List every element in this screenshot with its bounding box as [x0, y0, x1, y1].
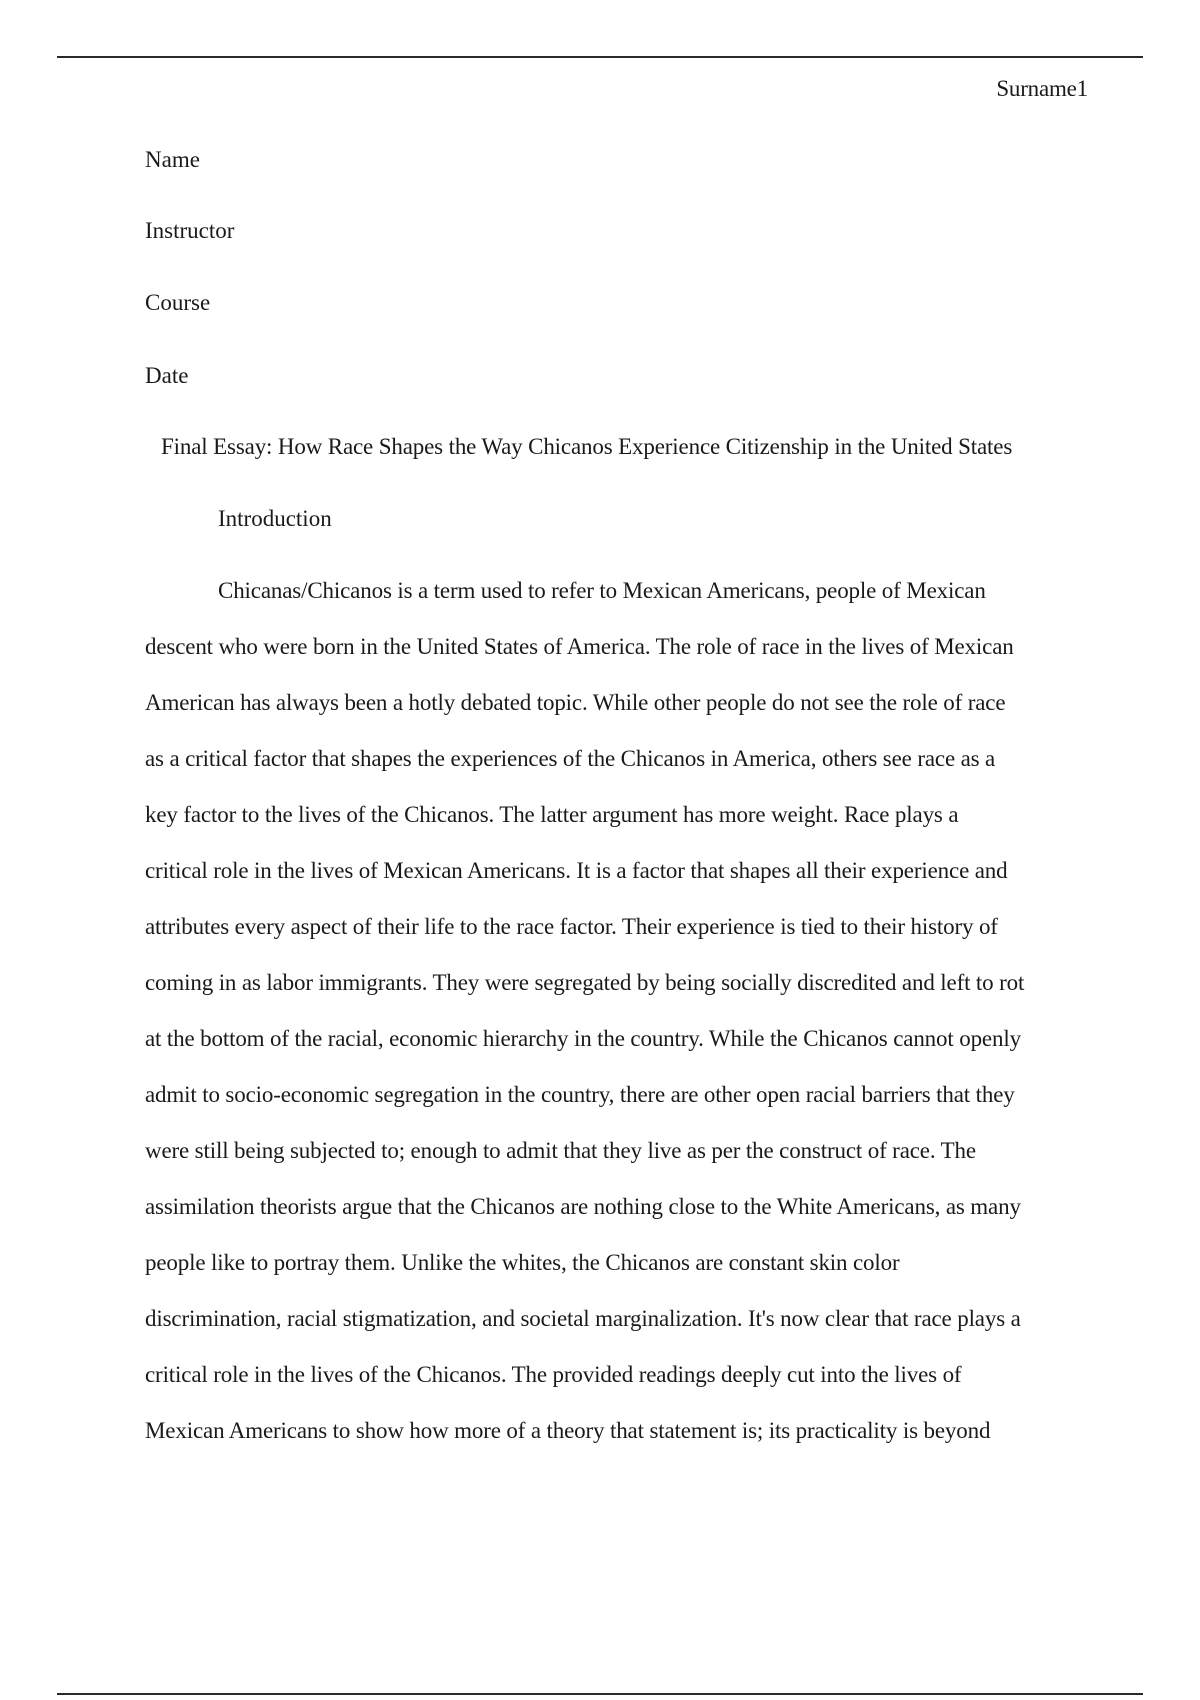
instructor-name: Instructor [145, 218, 235, 243]
introduction-paragraph [145, 576, 1085, 1472]
paragraph-line: at the bottom of the racial, economic hierarchy in the country. While the Chicanos cannot openly [145, 1026, 1021, 1051]
paragraph-line: attributes every aspect of their life to the race factor. Their experience is tied to their history of [145, 914, 998, 939]
paragraph-line: Mexican Americans to show how more of a theory that statement is; its practicality is beyond [145, 1418, 991, 1443]
section-heading-introduction: Introduction [218, 506, 332, 531]
essay-title: Final Essay: How Race Shapes the Way Chicanos Experience Citizenship in the United States [161, 434, 1013, 459]
paragraph-line: assimilation theorists argue that the Chicanos are nothing close to the White Americans, as many [145, 1194, 1021, 1219]
paragraph-line: key factor to the lives of the Chicanos. The latter argument has more weight. Race plays a [145, 802, 959, 827]
paragraph-line: discrimination, racial stigmatization, and societal marginalization. It's now clear that race plays a [145, 1306, 1021, 1331]
top-page-border [57, 56, 1143, 58]
paragraph-line: descent who were born in the United States of America. The role of race in the lives of Mexican [145, 634, 1014, 659]
paragraph-line: coming in as labor immigrants. They were segregated by being socially discredited and left to rot [145, 970, 1025, 995]
paragraph-line: critical role in the lives of Mexican Americans. It is a factor that shapes all their experience and [145, 858, 1008, 883]
paragraph-line: admit to socio-economic segregation in the country, there are other open racial barriers that they [145, 1082, 1015, 1107]
paragraph-line: critical role in the lives of the Chicanos. The provided readings deeply cut into the lives of [145, 1362, 962, 1387]
submission-date: Date [145, 363, 189, 388]
paragraph-line: American has always been a hotly debated topic. While other people do not see the role of race [145, 690, 1006, 715]
running-head-page-number: Surname1 [996, 76, 1088, 101]
paragraph-line: Chicanas/Chicanos is a term used to refer to Mexican Americans, people of Mexican [218, 578, 986, 603]
bottom-page-border [57, 1693, 1143, 1695]
course-name: Course [145, 290, 211, 315]
paragraph-line: were still being subjected to; enough to admit that they live as per the construct of race. The [145, 1138, 976, 1163]
student-name: Name [145, 147, 200, 172]
paragraph-line: as a critical factor that shapes the experiences of the Chicanos in America, others see race as a [145, 746, 996, 771]
paragraph-line: people like to portray them. Unlike the whites, the Chicanos are constant skin color [145, 1250, 900, 1275]
